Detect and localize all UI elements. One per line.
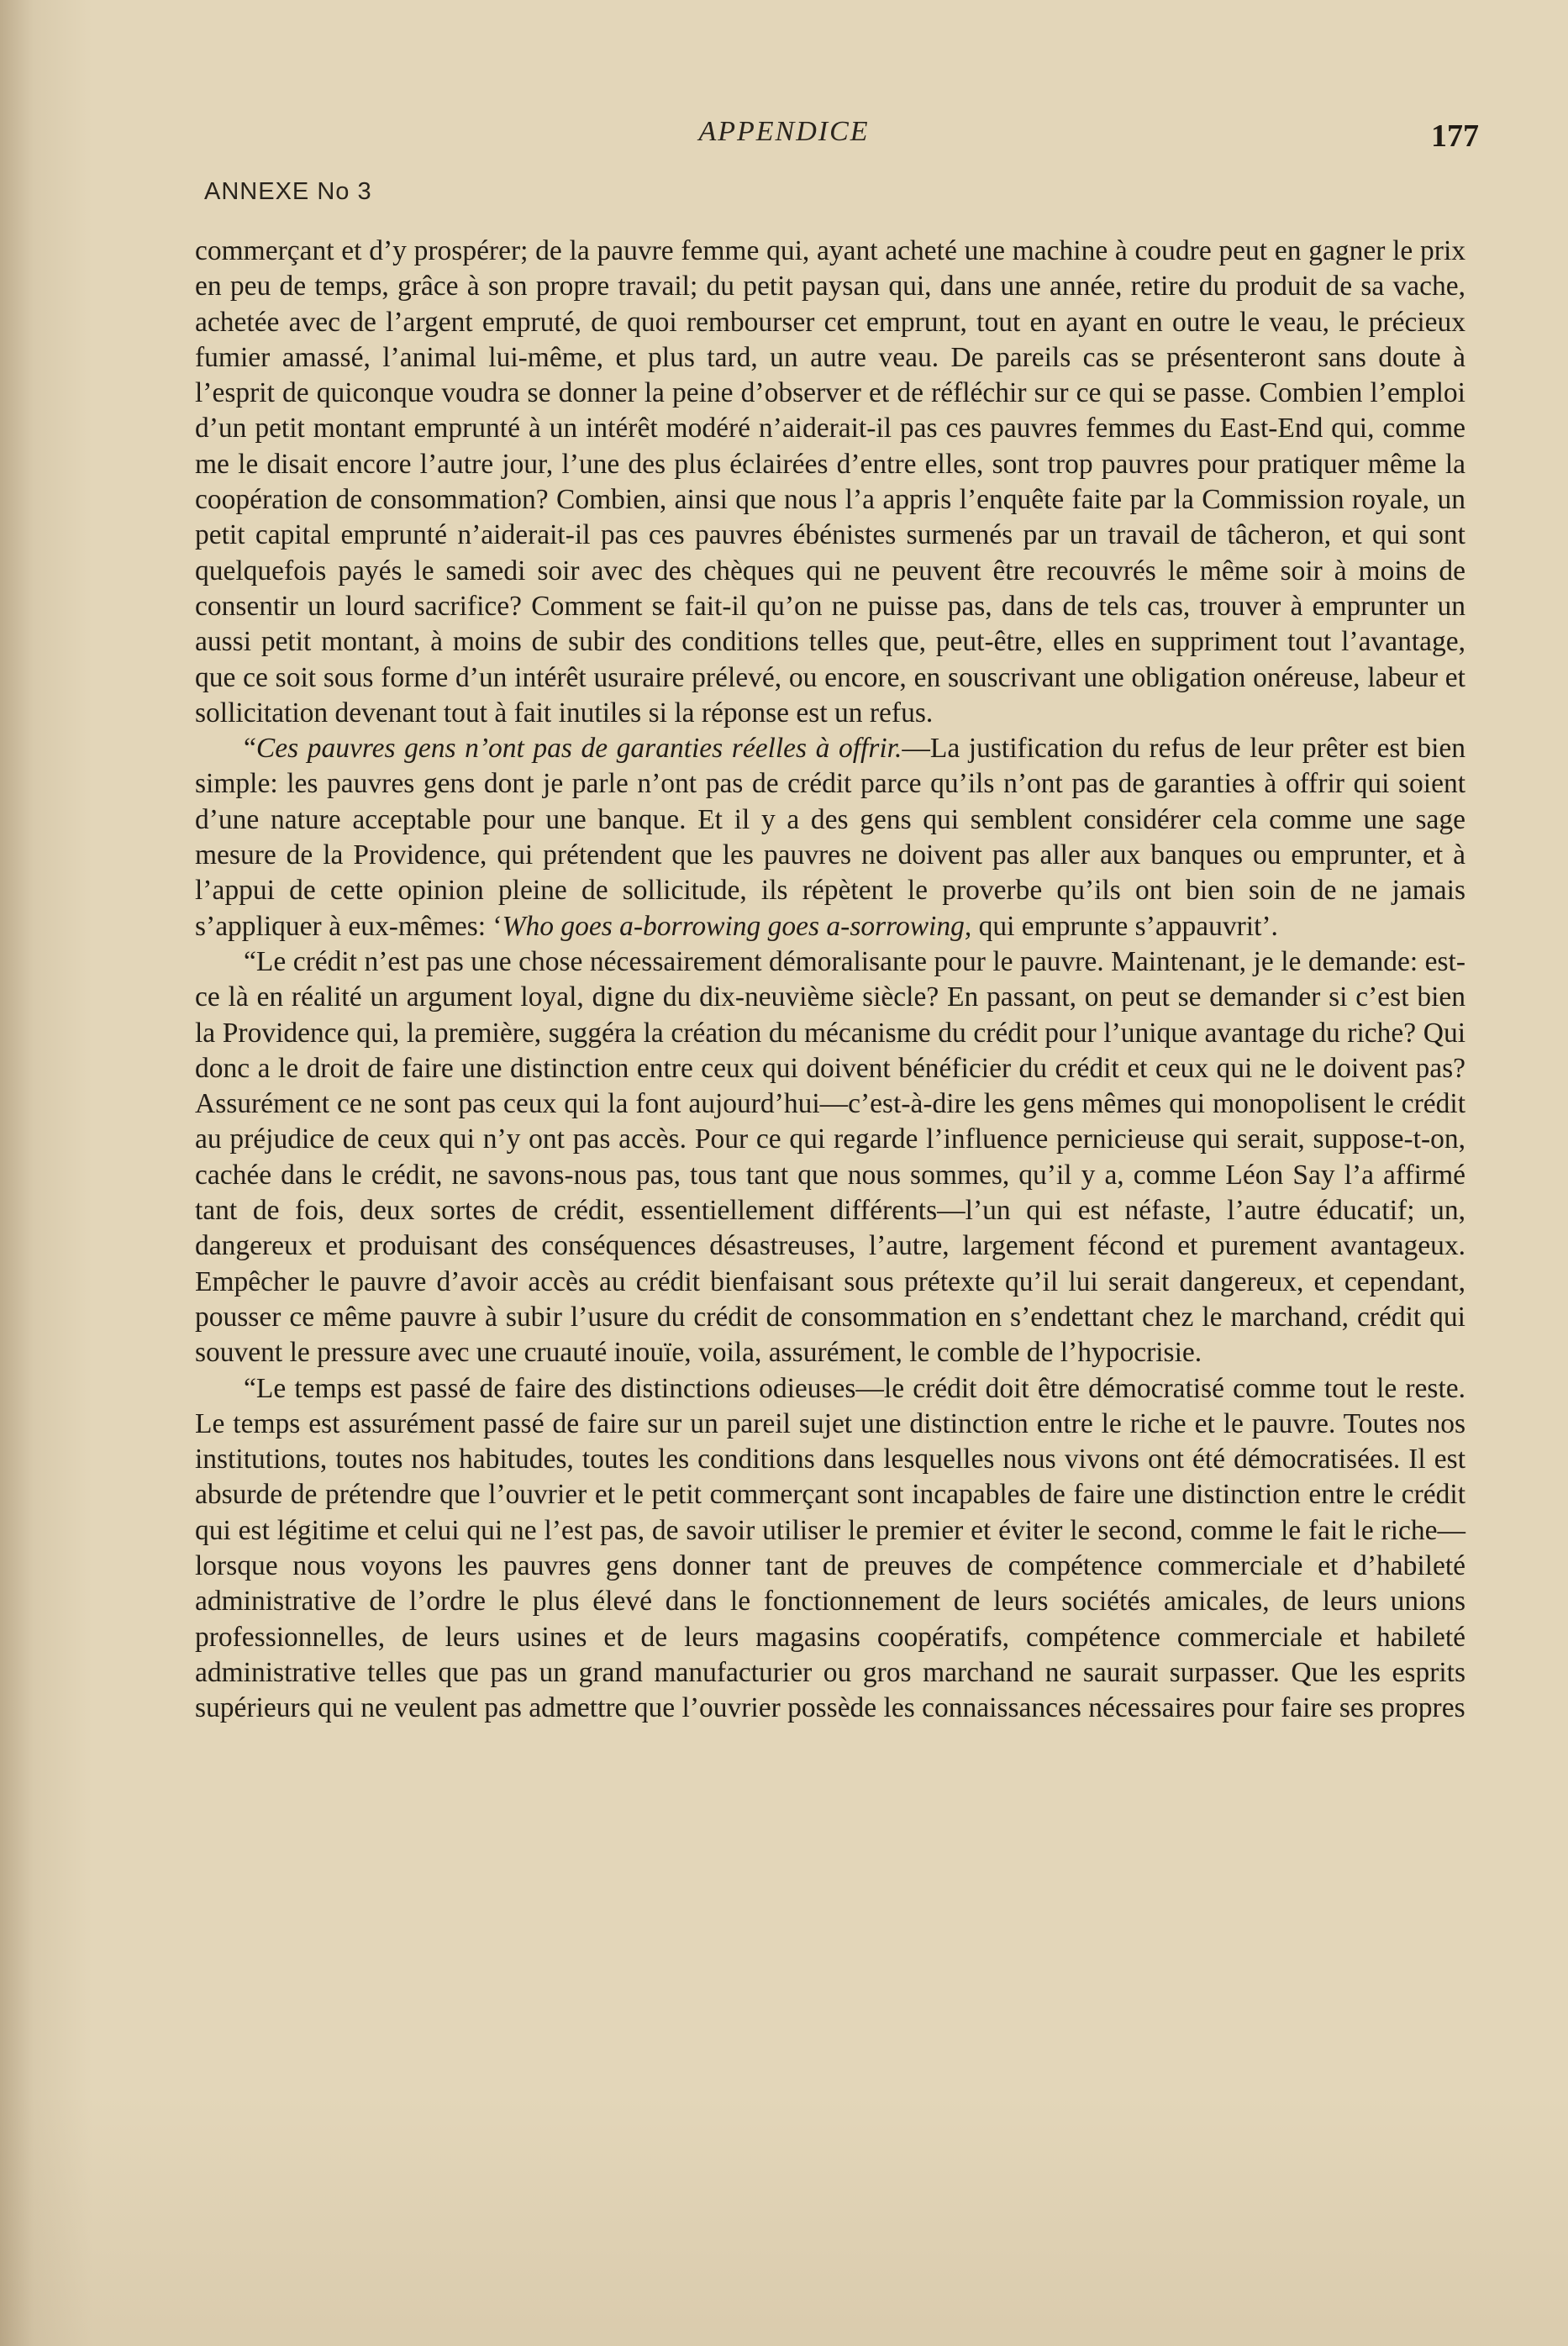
body-text (195, 234, 1465, 1726)
paragraph-democratized: “Le temps est passé de faire des distinctions odieuses—le crédit doit être démocratisé comme tout le reste. Le temps est assurément passé de faire sur un pareil sujet une distinction entre le riche et le pauvre. Toutes nos institutions, toutes nos habitudes, toutes les conditions dans lesquelles nous vivons ont été démocratisées. Il est absurde de prétendre que l’ouvrier et le petit commerçant sont incapables de faire une distinction entre le crédit qui est légitime et celui qui ne l’est pas, de savoir utiliser le premier et éviter le second, comme le fait le riche—lorsque nous voyons les pauvres gens donner tant de preuves de compétence commerciale et d’habileté administrative de l’ordre le plus élevé dans le fonctionnement de leurs sociétés amicales, de leurs unions professionnelles, de leurs usines et de leurs magasins coopératifs, compétence commerciale et habileté administrative telles que pas un grand manufacturier ou gros marchand ne saurait surpasser. Que les esprits supérieurs qui ne veulent pas admettre que l’ouvrier possède les connaissances nécessaires pour faire ses propres (195, 1372, 1465, 1724)
annex-label: ANNEXE No 3 (204, 178, 372, 205)
paragraph-guarantees (195, 731, 1465, 944)
paragraph-credit: “Le crédit n’est pas une chose nécessairement démoralisante pour le pauvre. Maintenant, je le demande: est-ce là en réalité un argument loyal, digne du dix-neuvième siècle? En passant, on peut se demander si c’est bien la Providence qui, la première, suggéra la création du mécanisme du crédit pour l’unique avantage du riche? Qui donc a le droit de faire une distinction entre ceux qui doivent bénéficier du crédit et ceux qui ne le doivent pas? Assurément ce ne sont pas ceux qui la font aujourd’hui—c’est-à-dire les gens mêmes qui monopolisent le crédit au préjudice de ceux qui n’y ont pas accès. Pour ce qui regarde l’influence pernicieuse qui serait, suppose-t-on, cachée dans le crédit, ne savons-nous pas, tous tant que nous sommes, qu’il y a, comme Léon Say l’a affirmé tant de fois, deux sortes de crédit, essentiellement différents—l’un qui est néfaste, l’autre éducatif; un, dangereux et produisant des conséquences désastreuses, l’autre, largement fécond et purement avantageux. Empêcher le pauvre d’avoir accès au crédit bienfaisant sous prétexte qu’il lui serait dangereux, et cependant, pousser ce même pauvre à subir l’usure du crédit de consommation en s’endettant chez le marchand, crédit qui souvent le pressure avec une cruauté inouïe, voila, assurément, le comble de l’hypocrisie. (195, 945, 1465, 1369)
running-head: APPENDICE (698, 116, 870, 147)
paragraph-italic-lead: Ces pauvres gens n’ont pas de garanties réelles à offrir. (255, 733, 902, 765)
paragraph-text-a: —La justification du refus de leur prêter est bien simple: les pauvres gens dont je parle n’ont pas de crédit parce qu’ils n’ont pas de garanties à offrir qui soient d’une nature acceptable pour une banque. Et il y a des gens qui semblent considérer cela comme une sage mesure de la Providence, qui prétendent que les pauvres ne doivent pas aller aux banques ou emprunter, et à l’appui de cette opinion pleine de sollicitude, ils répètent le proverbe qu’ils ont bien soin de ne jamais s’appliquer à eux-mêmes: ‘ (195, 733, 1465, 942)
page-number: 177 (1431, 118, 1479, 154)
paragraph-continued: commerçant et d’y prospérer; de la pauvre femme qui, ayant acheté une machine à coudre peut en gagner le prix en peu de temps, grâce à son propre travail; du petit paysan qui, dans une année, retire du produit de sa vache, achetée avec de l’argent empruté, de quoi rembourser cet emprunt, tout en ayant en outre le veau, le précieux fumier amassé, l’animal lui-même, et plus tard, un autre veau. De pareils cas se présenteront sans doute à l’esprit de quiconque voudra se donner la peine d’observer et de réfléchir sur ce qui se passe. Combien l’emploi d’un petit montant emprunté à un intérêt modéré n’aiderait-il pas ces pauvres femmes du East-End qui, comme me le disait encore l’autre jour, l’une des plus éclairées d’entre elles, sont trop pauvres pour pratiquer même la coopération de consommation? Combien, ainsi que nous l’a appris l’enquête faite par la Commission royale, un petit capital emprunté n’aiderait-il pas ces pauvres ébénistes surmenés par un travail de tâcheron, et qui sont quelquefois payés le samedi soir avec des chèques qui ne peuvent être recouvrés le même soir à moins de consentir un lourd sacrifice? Comment se fait-il qu’on ne puisse pas, dans de tels cas, trouver à emprunter un aussi petit montant, à moins de subir des conditions telles que, peut-être, elles en suppriment tout l’avantage, que ce soit sous forme d’un intérêt usuraire prélevé, ou encore, en souscrivant une obligation onéreuse, labeur et sollicitation devenant tout à fait inutiles si la réponse est un refus. (195, 235, 1465, 729)
open-quote: “ (244, 733, 256, 765)
proverb-quote: Who goes a-borrowing goes a-sorrowing, (502, 910, 972, 942)
paragraph-text-b: qui emprunte s’appauvrit’. (971, 910, 1278, 942)
